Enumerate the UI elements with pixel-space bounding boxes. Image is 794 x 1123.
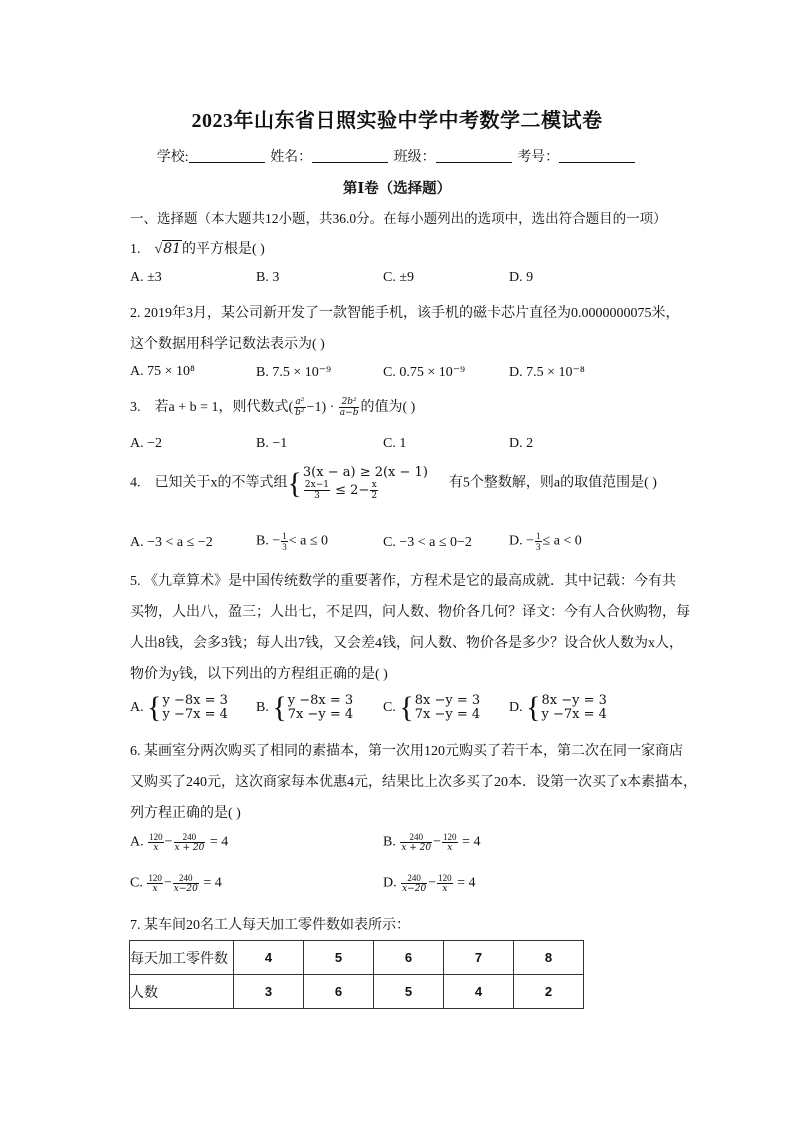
equals: = 4	[457, 875, 476, 891]
q4-option-b[interactable]	[256, 531, 328, 552]
q2-option-b[interactable]: B. 7.5 × 10⁻⁹	[256, 365, 332, 380]
numerator: 120	[438, 873, 452, 883]
denominator: 3	[536, 542, 541, 552]
section-heading: 一、选择题（本大题共12小题，共36.0分。在每小题列出的选项中，选出符合题目的一项）	[130, 211, 667, 226]
q1-option-c[interactable]: C. ±9	[383, 270, 415, 285]
class-label: 班级：	[393, 150, 436, 165]
table-cell: 3	[234, 975, 304, 1009]
school-blank[interactable]	[189, 148, 265, 163]
numerator: x	[371, 480, 377, 490]
table-cell: 6	[374, 941, 444, 975]
q5-option-b[interactable]	[256, 693, 353, 723]
part-title: 第Ⅰ卷（选择题）	[342, 181, 452, 197]
equals: = 4	[462, 834, 481, 850]
option-label: A.	[130, 834, 144, 850]
equation-row-1: y −8x = 3	[287, 693, 354, 708]
question-number: 3.	[130, 400, 141, 415]
table-cell: 7	[444, 941, 514, 975]
brace: {	[287, 466, 302, 500]
table-row	[130, 941, 584, 975]
brace: {	[147, 691, 162, 724]
question-1	[130, 238, 265, 258]
option-label: D.	[509, 700, 523, 715]
exam-no-blank[interactable]	[559, 148, 635, 163]
option-label: B. −	[256, 533, 281, 549]
q5-option-a[interactable]	[130, 693, 228, 723]
option-text: ≤ a < 0	[542, 533, 582, 549]
fraction	[401, 873, 427, 894]
denominator: x	[152, 884, 158, 894]
question-text: −1) ·	[306, 400, 338, 415]
option-label: A.	[130, 700, 144, 715]
fraction	[173, 873, 199, 894]
inequality-row-1: 3(x − a) ≥ 2(x − 1)	[302, 465, 428, 480]
name-blank[interactable]	[312, 148, 388, 163]
numerator: 120	[148, 873, 162, 883]
operator: −	[428, 875, 437, 891]
option-text: < a ≤ 0	[288, 533, 329, 549]
denominator: x	[447, 843, 453, 853]
name-label: 姓名：	[270, 150, 313, 165]
denominator: x	[442, 884, 448, 894]
q1-option-a[interactable]: A. ±3	[130, 270, 162, 285]
fraction	[339, 397, 360, 418]
inequality-system	[288, 466, 428, 501]
question-2-line-1: 2. 2019年3月，某公司新开发了一款智能手机，该手机的磁卡芯片直径为0.0000000075米，	[130, 306, 680, 321]
q3-option-b[interactable]: B. −1	[256, 436, 288, 451]
denominator: 3	[282, 542, 287, 552]
school-label: 学校:	[156, 150, 189, 165]
question-text: 的值为( )	[360, 400, 416, 415]
numerator: 240	[174, 832, 206, 843]
numerator: 120	[443, 832, 457, 842]
q2-option-d[interactable]: D. 7.5 × 10⁻⁸	[509, 365, 585, 380]
question-6-line-3: 列方程正确的是( )	[130, 806, 241, 821]
fraction	[400, 832, 432, 853]
inequality-row-2	[303, 480, 428, 501]
question-3	[130, 396, 415, 418]
q6-option-d[interactable]	[383, 873, 476, 894]
table-cell: 4	[444, 975, 514, 1009]
table-cell: 6	[304, 975, 374, 1009]
option-label: D.	[383, 875, 397, 891]
student-info-line	[0, 146, 794, 166]
question-5-line-3: 人出8钱，会多3钱；每人出7钱，又会差4钱，问人数、物价各是多少？设合伙人数为x人，	[130, 636, 683, 651]
option-label: C.	[383, 700, 396, 715]
numerator: 1	[536, 531, 541, 541]
sqrt-sign: √	[154, 242, 163, 257]
q5-option-d[interactable]	[509, 693, 607, 723]
table-cell: 5	[374, 975, 444, 1009]
q4-option-a[interactable]: A. −3 < a ≤ −2	[130, 535, 213, 550]
q2-option-a[interactable]: A. 75 × 10⁸	[130, 364, 195, 379]
fraction	[294, 397, 305, 418]
operator: −	[163, 875, 172, 891]
q3-option-d[interactable]: D. 2	[509, 436, 534, 451]
fraction	[304, 480, 330, 501]
denominator: b²	[295, 408, 305, 419]
numerator: a²	[295, 397, 305, 408]
question-5-line-1: 5. 《九章算术》是中国传统数学的重要著作，方程术是它的最高成就．其中记载：今有共	[130, 574, 676, 589]
equation-row-2: 7x −y = 4	[414, 707, 481, 722]
denominator: 3	[314, 491, 320, 501]
table-cell: 2	[514, 975, 584, 1009]
operator: −	[433, 834, 442, 850]
question-7-line-1: 7. 某车间20名工人每天加工零件数如表所示：	[130, 918, 410, 933]
question-text: 有5个整数解，则a的取值范围是( )	[448, 475, 657, 491]
denominator: 2	[371, 491, 378, 501]
question-6-line-2: 又购买了240元，这次商家每本优惠4元，结果比上次多买了20本．设第一次买了x本素描本，	[130, 775, 697, 790]
fraction	[147, 873, 163, 894]
q6-option-c[interactable]	[130, 873, 222, 894]
equals: = 4	[209, 834, 229, 850]
radicand: 81	[163, 241, 182, 257]
fraction	[281, 531, 288, 552]
operator: −	[164, 834, 173, 850]
brace: {	[399, 691, 414, 724]
question-4	[130, 466, 657, 501]
fraction	[437, 873, 453, 894]
fraction	[174, 832, 206, 853]
denominator: x + 20	[174, 843, 205, 853]
fraction	[370, 480, 378, 501]
numerator: 120	[149, 832, 163, 842]
fraction	[148, 832, 164, 853]
q6-option-a[interactable]	[130, 832, 228, 853]
option-label: B.	[383, 834, 396, 850]
denominator: x−20	[173, 884, 198, 894]
q1-option-b[interactable]: B. 3	[256, 270, 280, 285]
denominator: a−b	[339, 408, 359, 419]
q1-option-d[interactable]: D. 9	[509, 270, 534, 285]
operator: ≤ 2−	[330, 483, 370, 498]
option-label: D. −	[509, 533, 535, 549]
table-row	[130, 975, 584, 1009]
q3-option-a[interactable]: A. −2	[130, 436, 163, 451]
numerator: 2b²	[339, 397, 360, 408]
class-blank[interactable]	[436, 148, 512, 163]
numerator: 2x−1	[304, 480, 329, 490]
denominator: x−20	[402, 884, 427, 894]
fraction	[442, 832, 458, 853]
equation-row-1: 8x −y = 3	[541, 693, 607, 708]
table-cell: 8	[514, 941, 584, 975]
question-number: 1.	[130, 242, 141, 257]
option-label: C.	[130, 875, 143, 891]
parts-table	[129, 940, 584, 1009]
question-5-line-4: 物价为y钱，以下列出的方程组正确的是( )	[130, 667, 388, 682]
question-number: 4.	[130, 475, 141, 491]
q3-option-c[interactable]: C. 1	[383, 436, 407, 451]
table-cell: 4	[234, 941, 304, 975]
option-label: B.	[256, 700, 269, 715]
q6-option-b[interactable]	[383, 832, 480, 853]
question-6-line-1: 6. 某画室分两次购买了相同的素描本，第一次用120元购买了若干本，第二次在同一家商店	[130, 744, 683, 759]
table-cell: 5	[304, 941, 374, 975]
q4-option-d[interactable]	[509, 531, 582, 552]
question-text: 的平方根是( )	[182, 242, 265, 257]
fraction	[535, 531, 542, 552]
q4-option-c[interactable]: C. −3 < a ≤ 0−2	[383, 535, 472, 550]
exam-title: 2023年山东省日照实验中学中考数学二模试卷	[191, 110, 603, 132]
numerator: 240	[173, 873, 199, 884]
question-2-line-2: 这个数据用科学记数法表示为( )	[130, 337, 325, 352]
question-5-line-2: 买物，人出八，盈三；人出七，不足四，问人数、物价各几何？译文：今有人合伙购物，每	[130, 605, 690, 620]
denominator: x + 20	[401, 843, 432, 853]
equation-row-1: 8x −y = 3	[414, 693, 481, 708]
denominator: x	[153, 843, 159, 853]
table-header-cell: 人数	[130, 975, 234, 1009]
equation-row-2: y −7x = 4	[162, 707, 228, 722]
numerator: 240	[401, 873, 427, 884]
equation-row-2: 7x −y = 4	[287, 707, 354, 722]
equation-row-1: y −8x = 3	[162, 693, 228, 708]
table-header-cell: 每天加工零件数	[130, 941, 234, 975]
q2-option-c[interactable]: C. 0.75 × 10⁻⁹	[383, 365, 466, 380]
equals: = 4	[203, 875, 222, 891]
exam-no-label: 考号：	[517, 150, 560, 165]
brace: {	[272, 691, 287, 724]
numerator: 240	[400, 832, 432, 843]
numerator: 1	[282, 531, 287, 541]
question-text: 已知关于x的不等式组	[154, 475, 288, 491]
equation-row-2: y −7x = 4	[541, 707, 607, 722]
brace: {	[526, 691, 541, 724]
q5-option-c[interactable]	[383, 693, 480, 723]
question-text: 若a + b = 1，则代数式(	[154, 400, 294, 415]
